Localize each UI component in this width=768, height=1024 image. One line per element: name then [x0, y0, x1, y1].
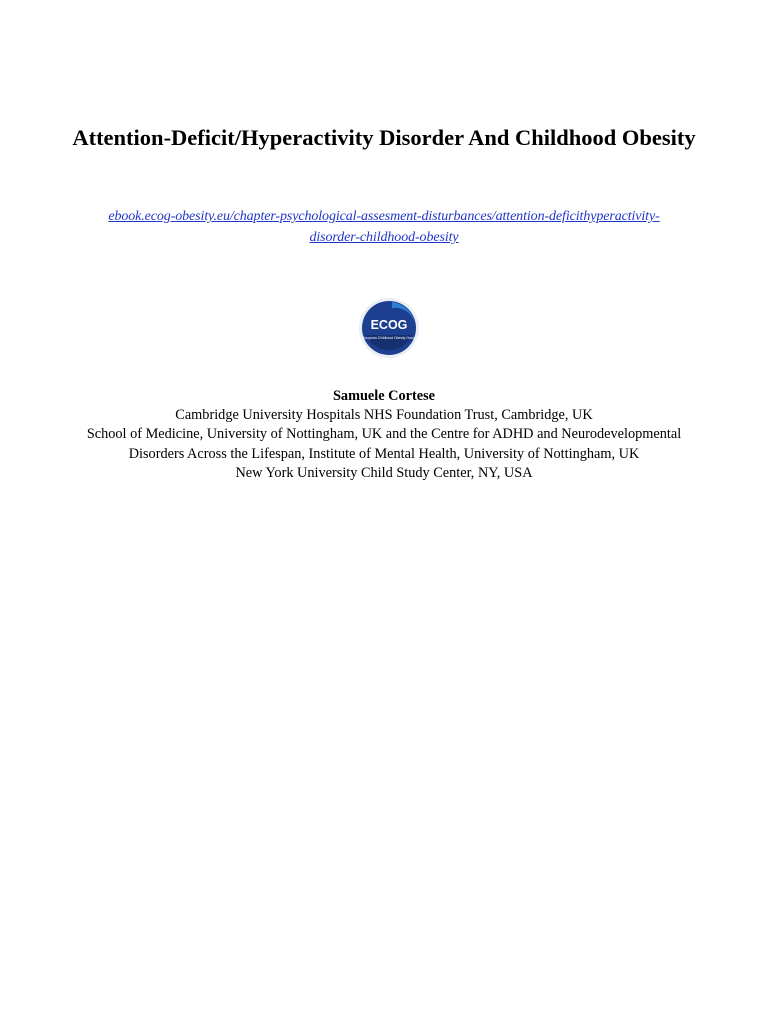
logo-acronym: ECOG: [370, 318, 408, 332]
affiliation-line: School of Medicine, University of Nottingham, UK and the Centre for ADHD and Neurodevelopmental: [86, 426, 682, 443]
affiliation-line: Disorders Across the Lifespan, Institute of Mental Health, University of Nottingham, UK: [128, 445, 640, 462]
ecog-logo-icon: [358, 297, 420, 359]
author-block: [60, 387, 708, 483]
source-link[interactable]: ebook.ecog-obesity.eu/chapter-psychological-assesment-disturbances/attention-deficithyperactivity-disorder-childhood-obesity: [108, 209, 660, 245]
logo-fullname: European Childhood Obesity Group: [362, 336, 416, 340]
affiliation-line: Cambridge University Hospitals NHS Foundation Trust, Cambridge, UK: [175, 407, 593, 424]
affiliation-line: New York University Child Study Center, NY, USA: [235, 464, 533, 481]
document-title: Attention-Deficit/Hyperactivity Disorder And Childhood Obesity: [72, 125, 696, 150]
author-name: Samuele Cortese: [332, 388, 436, 404]
